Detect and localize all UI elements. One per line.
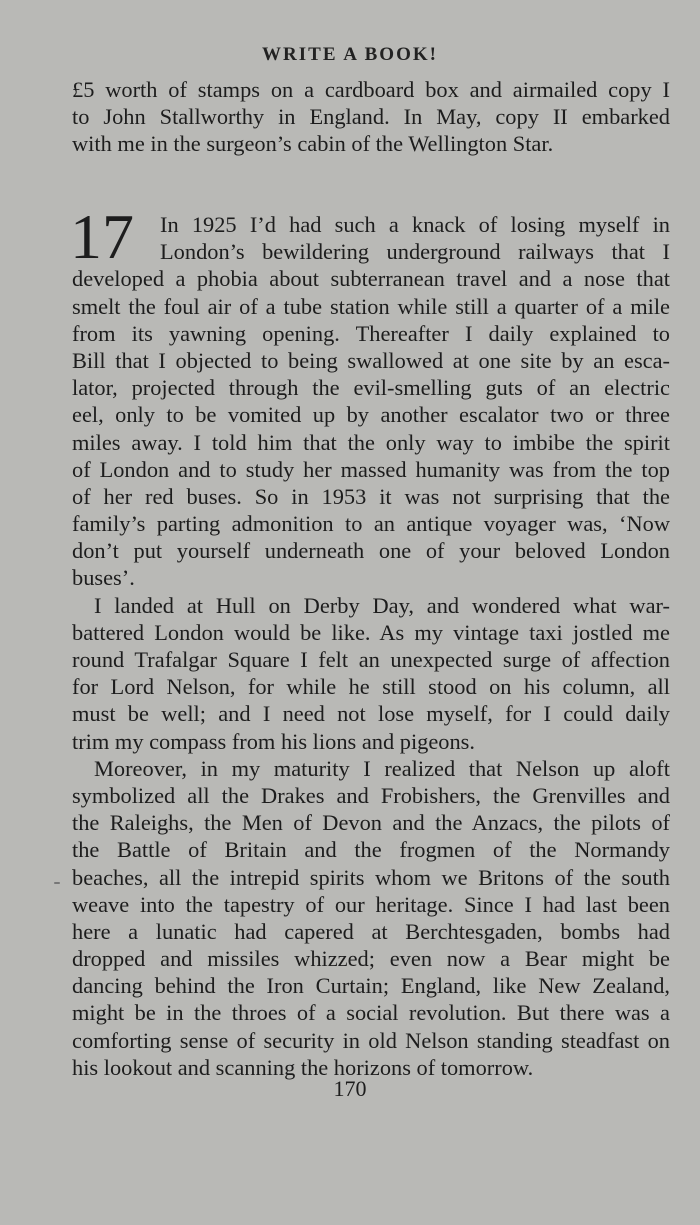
text-line: must be well; and I need not lose myself, for I could daily <box>72 701 670 727</box>
text-line: beaches, all the intrepid spirits whom we Britons of the south <box>72 864 670 890</box>
text-line: of London and to study her massed humanity was from the top <box>72 456 670 482</box>
text-line: the Battle of Britain and the frogmen of the Normandy <box>72 837 670 863</box>
text-line: round Trafalgar Square I felt an unexpected surge of affection <box>72 647 670 672</box>
text-line: battered London would be like. As my vintage taxi jostled me <box>72 619 670 645</box>
text-line: In 1925 I’d had such a knack of losing myself in <box>160 212 670 237</box>
section-text <box>72 211 670 1081</box>
text-line: to John Stallworthy in England. In May, copy II embarked <box>72 104 670 130</box>
text-line: dropped and missiles whizzed; even now a Bear might be <box>72 946 670 972</box>
text-line: the Raleighs, the Men of Devon and the Anzacs, the pilots of <box>72 810 670 836</box>
text-line: family’s parting admonition to an antique voyager was, ‘Now <box>72 511 670 537</box>
text-line: Bill that I objected to being swallowed at one site by an esca- <box>72 347 670 373</box>
top-paragraph <box>72 76 670 158</box>
text-line: don’t put yourself underneath one of your beloved London <box>72 538 670 564</box>
text-line: from its yawning opening. Thereafter I daily explained to <box>72 320 670 346</box>
text-line: trim my compass from his lions and pigeons. <box>72 728 475 754</box>
running-head: WRITE A BOOK! <box>262 44 438 65</box>
text-line: comforting sense of security in old Nelson standing steadfast on <box>72 1027 670 1053</box>
text-line: £5 worth of stamps on a cardboard box and airmailed copy I <box>72 77 670 102</box>
text-line: smelt the foul air of a tube station while still a quarter of a mile <box>72 293 670 319</box>
text-line: London’s bewildering underground railways that I <box>160 239 670 265</box>
text-line: eel, only to be vomited up by another escalator two or three <box>72 402 670 428</box>
page-number: 170 <box>333 1076 367 1101</box>
text-line: symbolized all the Drakes and Frobishers, the Grenvilles and <box>72 782 670 808</box>
text-line: Moreover, in my maturity I realized that Nelson up aloft <box>94 755 670 781</box>
text-line: of her red buses. So in 1953 it was not surprising that the <box>72 483 670 509</box>
text-line: with me in the surgeon’s cabin of the Wellington Star. <box>72 131 554 157</box>
text-line: buses’. <box>72 565 135 591</box>
section-number: 17 <box>70 201 134 272</box>
text-line: his lookout and scanning the horizons of tomorrow. <box>72 1054 534 1080</box>
text-line: developed a phobia about subterranean travel and a nose that <box>72 266 670 292</box>
text-line: I landed at Hull on Derby Day, and wondered what war- <box>94 592 670 618</box>
page-mark <box>54 882 60 884</box>
text-line: weave into the tapestry of our heritage. Since I had last been <box>72 891 670 917</box>
text-line: lator, projected through the evil-smelling guts of an electric <box>72 375 670 401</box>
text-line: here a lunatic had capered at Berchtesgaden, bombs had <box>72 918 670 944</box>
text-line: miles away. I told him that the only way to imbibe the spirit <box>72 429 670 455</box>
text-line: dancing behind the Iron Curtain; England, like New Zealand, <box>72 973 670 999</box>
text-line: might be in the throes of a social revolution. But there was a <box>72 1000 670 1026</box>
text-line: for Lord Nelson, for while he still stood on his column, all <box>72 674 670 700</box>
